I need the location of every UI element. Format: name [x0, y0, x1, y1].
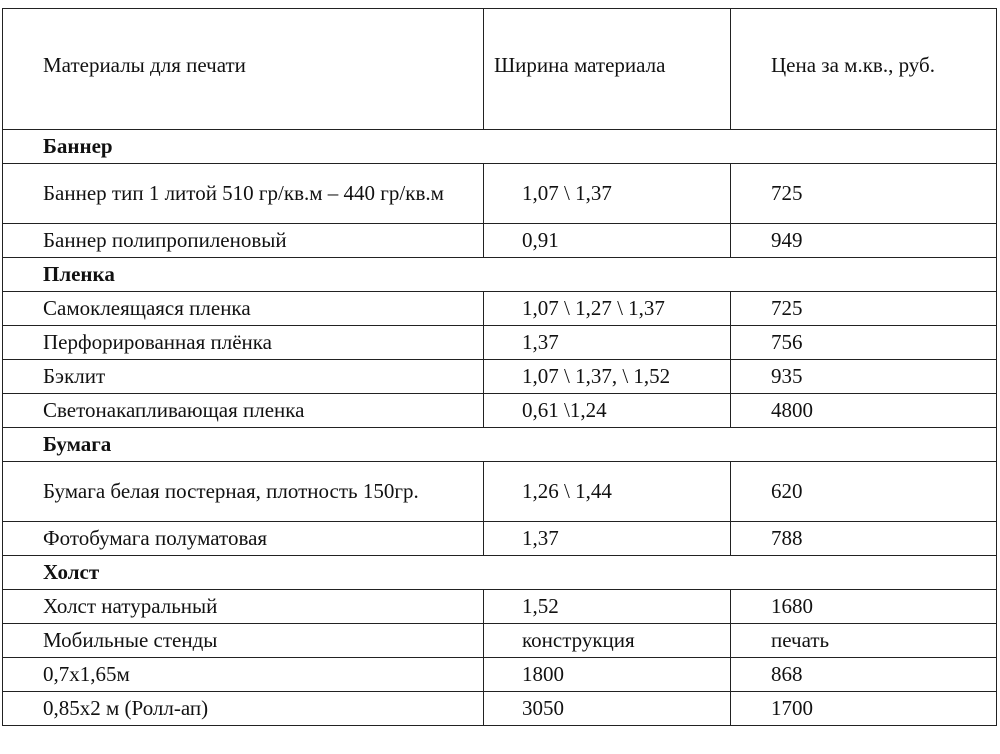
material-width: 1,37: [484, 522, 731, 556]
table-row: [3, 658, 997, 692]
material-name: Бэклит: [3, 360, 484, 394]
material-name: 0,85х2 м (Ролл-ап): [3, 692, 484, 726]
table-header-row: [3, 9, 997, 130]
material-width: конструкция: [484, 624, 731, 658]
category-paper: Бумага: [3, 428, 997, 462]
header-price: [731, 9, 997, 130]
material-width: 1,07 \ 1,37: [484, 164, 731, 224]
table-row: [3, 326, 997, 360]
header-width: [484, 9, 731, 130]
material-price: 620: [731, 462, 997, 522]
material-price: 725: [731, 292, 997, 326]
table-row: [3, 624, 997, 658]
category-canvas: Холст: [3, 556, 997, 590]
material-name: Перфорированная плёнка: [3, 326, 484, 360]
material-name: Фотобумага полуматовая: [3, 522, 484, 556]
material-price: 935: [731, 360, 997, 394]
material-width: 1,52: [484, 590, 731, 624]
material-name: 0,7х1,65м: [3, 658, 484, 692]
material-width: 1,26 \ 1,44: [484, 462, 731, 522]
table-row: [3, 224, 997, 258]
header-width-label: Ширина материала: [494, 52, 666, 77]
header-materials-label: Материалы для печати: [43, 52, 246, 77]
material-price: 949: [731, 224, 997, 258]
table-row: [3, 292, 997, 326]
material-price: печать: [731, 624, 997, 658]
material-width: 1800: [484, 658, 731, 692]
table-row: [3, 360, 997, 394]
material-price: 756: [731, 326, 997, 360]
table-row: [3, 164, 997, 224]
category-row: [3, 258, 997, 292]
table-row: [3, 522, 997, 556]
table-row: [3, 394, 997, 428]
category-banner: Баннер: [3, 130, 997, 164]
category-row: [3, 130, 997, 164]
material-name: Мобильные стенды: [3, 624, 484, 658]
material-name: Холст натуральный: [3, 590, 484, 624]
price-table: [2, 8, 997, 726]
material-price: 725: [731, 164, 997, 224]
category-row: [3, 556, 997, 590]
material-width: 0,61 \1,24: [484, 394, 731, 428]
material-price: 1680: [731, 590, 997, 624]
table-row: [3, 692, 997, 726]
material-name: Бумага белая постерная, плотность 150гр.: [3, 462, 484, 522]
material-price: 1700: [731, 692, 997, 726]
material-width: 0,91: [484, 224, 731, 258]
material-name: Баннер полипропиленовый: [3, 224, 484, 258]
material-width: 1,37: [484, 326, 731, 360]
header-price-label: Цена за м.кв., руб.: [771, 52, 935, 77]
material-price: 868: [731, 658, 997, 692]
table-row: [3, 590, 997, 624]
category-film: Пленка: [3, 258, 997, 292]
material-name: Самоклеящаяся пленка: [3, 292, 484, 326]
material-name: Баннер тип 1 литой 510 гр/кв.м – 440 гр/кв.м: [3, 164, 484, 224]
category-row: [3, 428, 997, 462]
material-width: 3050: [484, 692, 731, 726]
material-price: 788: [731, 522, 997, 556]
material-width: 1,07 \ 1,27 \ 1,37: [484, 292, 731, 326]
material-name: Светонакапливающая пленка: [3, 394, 484, 428]
header-materials: [3, 9, 484, 130]
table-row: [3, 462, 997, 522]
material-price: 4800: [731, 394, 997, 428]
material-width: 1,07 \ 1,37, \ 1,52: [484, 360, 731, 394]
